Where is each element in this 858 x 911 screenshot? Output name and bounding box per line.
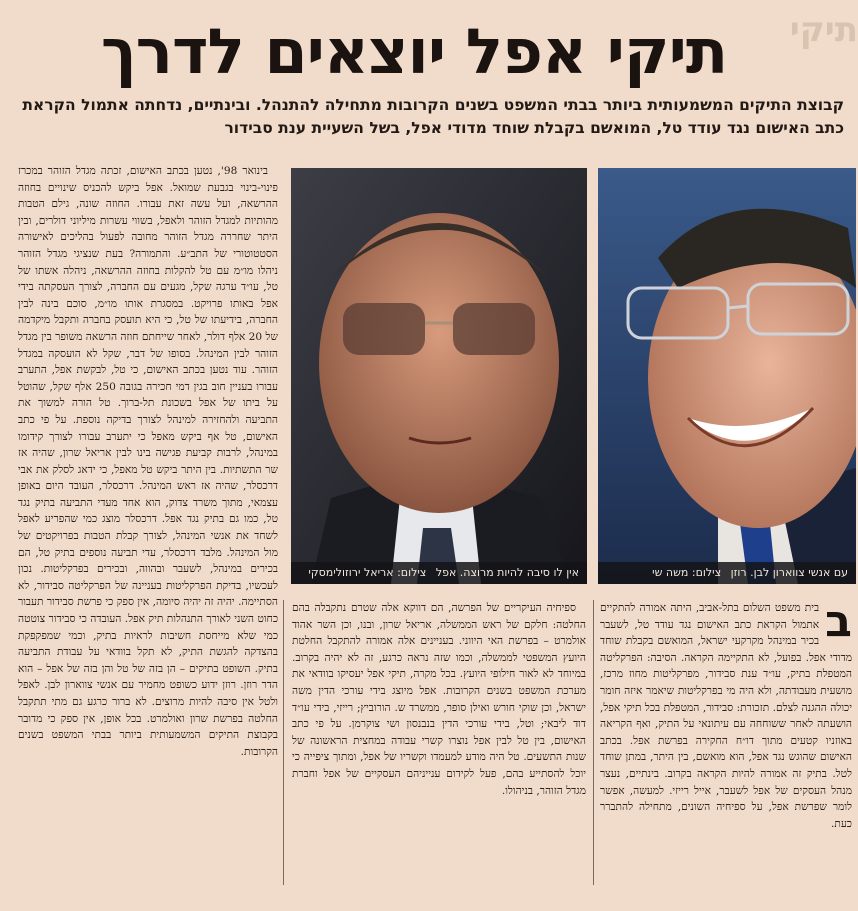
- column-divider: [593, 600, 594, 885]
- article-column-middle: [292, 600, 586, 885]
- drop-cap: ב: [825, 600, 852, 647]
- portrait-rosen-graphic: [598, 168, 856, 584]
- photo-credit: צילום: אריאל ירוזולימסקי: [308, 566, 427, 579]
- portrait-appel-graphic: [291, 168, 587, 584]
- photo-credit: צילום: משה שי: [652, 566, 722, 579]
- article-column-left: [18, 163, 278, 885]
- subheadline: קבוצת התיקים המשמעותית ביותר בבתי המשפט בשנים הקרובות מתחילה להתנהל. ובינתיים, נדחתה אתמול הקראת כתב האישום נגד עודד טל, המואשם בקבלת שוחד מדודי אפל, בשל השעיית ענת סבידור: [22, 96, 844, 137]
- article-column-right: [600, 600, 852, 885]
- article-text: בינואר 98', נטען בכתב האישום, זכתה מגדל הזוהר במכרז פינוי-בינוי בגבעת שמואל. אפל ביקש להכניס שינויים בחוזה ההרשאה, ועל עשה זאת עבורו. החוזה שונה, גילם הטבות מהותיות למגדל הזוהר ולאפל, בשווי עשרות מיליוני דולרים, ובין היתר שחררה מגדל הזוהר מחובה לפעול בהליכים לאישורה הסטטוטורי של התב״ע. והתמורה? בעת שנציגי מגדל הזוהר ניהלו מו״מ עם טל להקלות בחוזה ההרשאה, ניהלה אשתו של טל, עו״ד ערגה שקל, מגעים עם החברה, לצורך העסקתה בידי אפל באותו פרויקט. במסגרת אותו מו״מ, סוכם בינה לבין החברה, בידיעתו של טל, כי היא תועסק בחברה ותקבל מיקדמה של 20 אלף דולר, לאחר שייחתם חוזה הרשאה משופר בין מגדל הזוהר לבין המינהל. בסופו של דבר, שקל לא הועסקה במגדל הזוהר. עוד נטען בכתב האישום, כי טל, לבקשת אפל, התערב עבורו בעניין חוב בגין דמי חכירה בגובה 250 אלף שקל, שהוטל על ביתו של אפל בשכונת תל-ברוך. טל הורה למשוך את התביעה ולהחזירה למינהל לצורך בדיקה נוספת. על פי כתב האישום, טל אף ביקש מאפל כי יתערב עבורו לצורך קידומו במינהל, לרבות קביעת פגישה בינו לבין אריאל שרון, שהיה אז שר התשתיות. בין היתר ביקש טל מאפל, כי ידאג לסלק את אבי דרכסלר, שהיה אז ראש המינהל. דרכסלר, העובד היום באופן עצמאי, מתוך משרד צדוק, הוא אחד מעדי התביעה בתיק נגד טל, כמו גם בתיק נגד אפל. דרכסלר מוצג כמי שהפריע לאפל לשחד את אנשי המינהל, לצורך קבלת הטבות בפרויקטים של מול המינהל. מלבד דרכסלר, עדי תביעה נוספים בתיק טל, הם בכירים במינהל, לשעבר ובהווה, ובכירים בפרקליטות. נכון לעכשיו, בדיקת הפרקליטות בעניינה של הפרקליטה סבידור, לא הסתיימה. יהיה זה יהיה סיומה, אין ספק כי פרשת סבידור תעבור כחוט השני לאורך התנהלות תיק אפל. העובדה כי סבידור צוטטה כמי שלא מייחסת חשיבות לראיות בתיק, וכמי שמפקפקת בהצדקה להגשת התיק, לא תקל בוודאי על עבודת התביעה בתיק. השופט בתיקים – הן בזה של טל והן בזה של אפל – הוא הדר רוזן. רוזן ידוע כשופט מחמיר עם אנשי צווארון לבן. לאפל ולטל אין סיבה להיות מרוצים. לא ברור כרגע גם מתי תתקבל החלטה בפרשת שרון ואולמרט. בכל אופן, אין ספק כי מדובר בקבוצת התיקים המשמעותית ביותר בבתי המשפט בשנים הקרובות.: [18, 165, 278, 758]
- column-divider: [283, 600, 284, 885]
- headline: תיקי אפל יוצאים לדרך: [100, 15, 728, 88]
- adjacent-page-bleed-text: תיקי: [789, 10, 858, 50]
- caption-text: אין לו סיבה להיות מרוצה. אפל: [435, 566, 579, 579]
- article-text: ספיחיה העיקריים של הפרשה, הם דווקא אלה שטרם נתקבלה בהם החלטה: חלקם של ראש הממשלה, אריאל שרון, ובנו, וכן השר אהוד אולמרט – בפרשת האי היווני. בעניינים אלה אמורה להתקבל החלטת היועץ המשפטי לממשלה, וכמו שזה נראה כרגע, זה לא יהיה בקרוב. במיוחד לא לאור חילופי היועץ. בכל מקרה, תיקי אפל יעסיקו בוודאי את מערכת המשפט בשנים הקרובות. אפל מיוצג בידי עורכי הדין משה ישראל, וכן שוקי חורש ואילן סופר, ממשרד ש. הורוביץ; רייזי, בידי עו״ד דוד ליבאי; וטל, בידי עורכי הדין בנבנסון ושי צוקרמן. על פי כתב האישום, בין טל לבין אפל נוצרו קשרי עבודה במחצית הראשונה של שנות התשעים. טל היה מודע למעמדו וקשריו של אפל, ומתוך ציפייה כי יוכל להסתייע בהם, פעל לקידום ענייניהם העסקיים של אפל וחברת מגדל הזוהר, בניהולו.: [292, 602, 586, 797]
- photo-caption-appel: [291, 562, 587, 584]
- photo-appel: [291, 168, 587, 584]
- article-text: בית משפט השלום בתל-אביב, היתה אמורה להתקיים אתמול הקראת כתב האישום נגד עודד טל, לשעבר בכיר במינהל מקרקעי ישראל, המואשם בקבלת שוחד מדודי אפל. בפועל, לא התקיימה הקראה. הסיבה: הפרקליטה המטפלת בתיק, עו״ד ענת סבידור, מפרקליטות מחוז מרכז, מושעית מעבודתה, ולא היה מי בפרקליטות שיאמר איזה חומר יכולה ההגנה לצלם. תזכורת: סבידור, המטפלת בכל תיקי אפל, הושעתה לאחר ששוחחה עם עיתונאי על התיק, ואף הקריאה באוזניו קטעים מתוך דו״ח החקירה בפרשת אפל. בכתב האישום שהוגש נגד אפל, הוא מואשם, בין היתר, במתן שוחד לטל. בתיק זה אמורה להיות הקראה בקרוב. בינתיים, נעצר מנהל העסקים של אפל לשעבר, אייל רייזי. למעשה, אפשר לומר שפרשת אפל, על ספיחיה השונים, מתחילה להתברר כעת.: [600, 602, 852, 830]
- caption-text: עם אנשי צווארון לבן. רוזן: [730, 566, 848, 579]
- photo-rosen: [598, 168, 856, 584]
- photo-caption-rosen: [598, 562, 856, 584]
